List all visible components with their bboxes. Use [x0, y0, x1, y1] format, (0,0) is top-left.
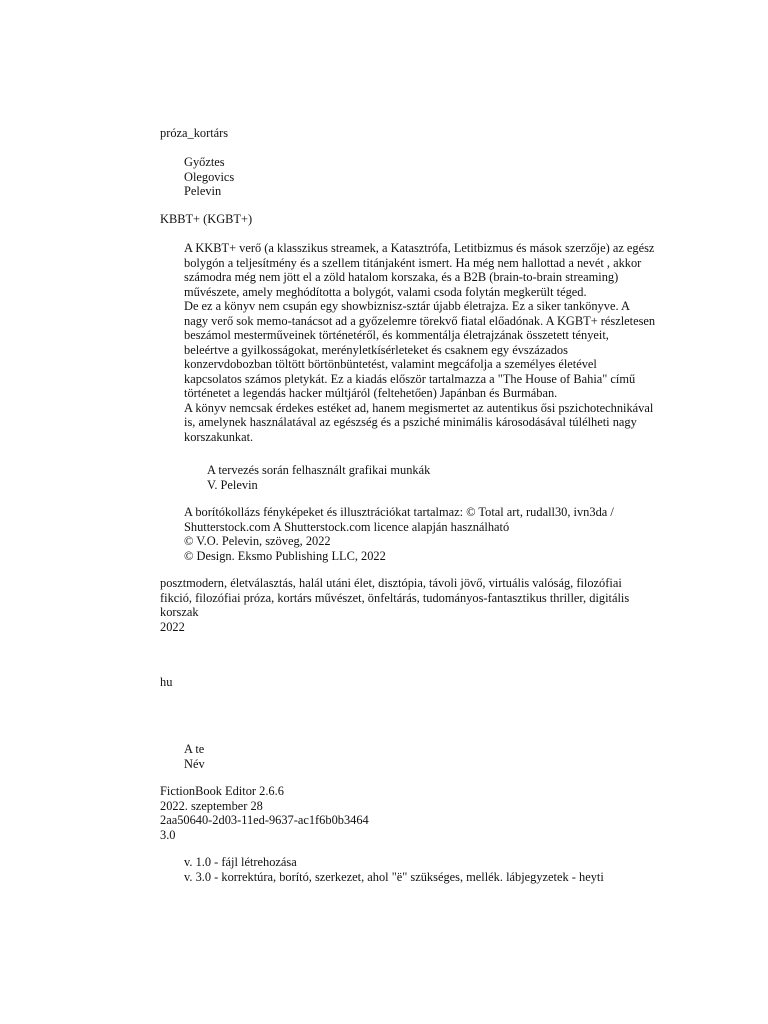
document-author-first-name: A te [184, 742, 205, 756]
annotation-line: számodra még nem jött el a zöld hatalom korszaka, és a B2B (brain-to-brain streaming) [184, 270, 619, 284]
document-version: 3.0 [160, 827, 176, 842]
copyright-line: © Design. Eksmo Publishing LLC, 2022 [184, 548, 386, 563]
annotation-line: A KKBT+ verő (a klasszikus streamek, a Katasztrófa, Letitbizmus és mások szerzője) az egész [184, 241, 655, 255]
illustrator-name: V. Pelevin [207, 477, 258, 492]
copyright-line: © V.O. Pelevin, szöveg, 2022 [184, 534, 331, 548]
author-first-name: Győztes [184, 155, 225, 169]
document-author [184, 742, 205, 771]
keywords-line: posztmodern, életválasztás, halál utáni élet, disztópia, távoli jövő, virtuális valóság, filozófiai [160, 576, 622, 590]
document-info [160, 784, 369, 842]
book-title: KBBT+ (KGBT+) [160, 212, 253, 226]
genre: próza_kortárs [160, 126, 229, 140]
annotation-line: művészete, amely meghódította a bolygót, valami csoda folytán megkerült téged. [184, 284, 587, 299]
keywords-line: fikció, filozófiai próza, kortárs művészet, önfeltárás, tudományos-fantasztikus thriller, digitális [160, 590, 630, 605]
annotation-line: De ez a könyv nem csupán egy showbiznisz-sztár újabb életrajza. Ez a siker tankönyve. A [184, 299, 630, 313]
author-block [184, 155, 234, 199]
language: hu [160, 675, 173, 689]
annotation-line: történetet a legendás hacker múltjáról (feltehetően) Japánban és Burmában. [184, 386, 558, 400]
copyright-line: Shutterstock.com A Shutterstock.com licence alapján használható [184, 519, 510, 534]
history-line: v. 1.0 - fájl létrehozása [184, 855, 297, 869]
document-date: 2022. szeptember 28 [160, 798, 263, 813]
annotation-line: A könyv nemcsak érdekes estéket ad, hanem megismertet az autentikus ősi pszichotechnikával [184, 400, 654, 415]
illustrator-role: A tervezés során felhasznált grafikai munkák [207, 463, 431, 477]
annotation [184, 241, 655, 444]
annotation-line: beszámol mesterműveinek történetéről, és kommentálja életrajzának összetett tényeit, [184, 328, 609, 342]
copyright-block [184, 505, 614, 563]
keywords-block [160, 576, 629, 634]
annotation-line: is, amelynek használatával az egészség és a psziché minimális károsodásával túlélheti nagy [184, 415, 637, 429]
author-middle-name: Olegovics [184, 169, 235, 184]
author-last-name: Pelevin [184, 184, 222, 198]
annotation-line: korszakunkat. [184, 429, 254, 444]
annotation-line: beleértve a gyilkosságokat, merényletkísérleteket és csaknem egy évszázados [184, 342, 568, 357]
keywords-line: korszak [160, 605, 199, 619]
document-author-last-name: Név [184, 756, 205, 771]
copyright-line: A borítókollázs fényképeket és illusztrációkat tartalmaz: © Total art, rudall30, ivn3da / [184, 505, 614, 519]
program-used: FictionBook Editor 2.6.6 [160, 784, 284, 798]
history-line: v. 3.0 - korrektúra, borító, szerkezet, ahol "ë" szükséges, mellék. lábjegyzetek - heyti [184, 869, 604, 884]
history-block [184, 855, 604, 884]
annotation-line: konzervdobozban töltött börtönbüntetést, valamint megcáfolja a személyes életével [184, 357, 597, 371]
annotation-line: kapcsolatos számos pletykát. Ez a kiadás először tartalmazza a "The House of Bahia" című [184, 371, 636, 386]
annotation-line: nagy verő sok memo-tanácsot ad a győzelemre törekvő fiatal előadónak. A KGBT+ részletesen [184, 313, 656, 328]
annotation-line: bolygón a teljesítmény és a szellem titánjaként ismert. Ha még nem hallottad a nevét , akkor [184, 255, 642, 270]
publication-year: 2022 [160, 619, 185, 634]
document-id: 2aa50640-2d03-11ed-9637-ac1f6b0b3464 [160, 813, 369, 827]
illustrator-section [207, 463, 430, 492]
